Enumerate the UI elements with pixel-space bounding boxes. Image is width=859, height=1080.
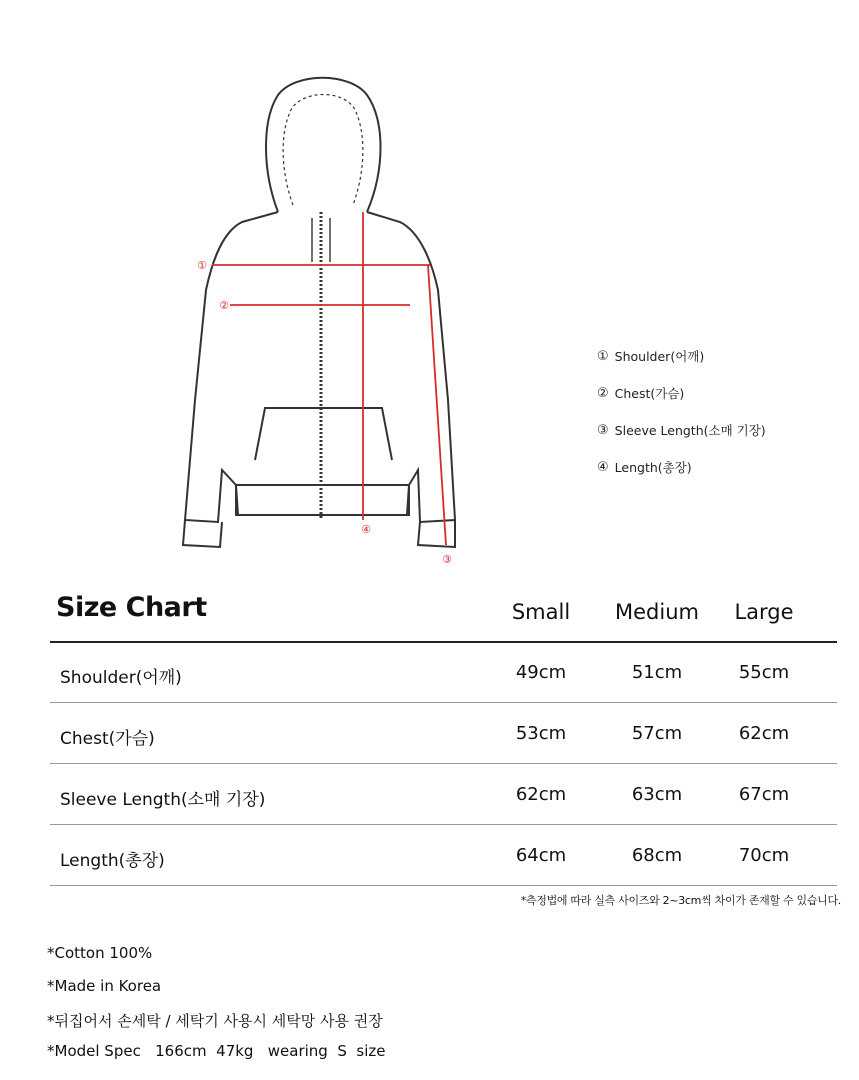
column-header-large: Large bbox=[734, 600, 794, 624]
size-chart-title: Size Chart bbox=[56, 592, 207, 623]
row-label-length: Length(총장) bbox=[60, 851, 165, 871]
legend-item: ① Shoulder(어깨) bbox=[597, 349, 705, 364]
row-label-chest: Chest(가슴) bbox=[60, 729, 155, 749]
spec-material: *Cotton 100% bbox=[47, 944, 153, 962]
body-outline bbox=[185, 212, 455, 522]
row-divider bbox=[50, 824, 837, 825]
cell-shoulder-small: 49cm bbox=[515, 662, 567, 683]
table-bottom-rule bbox=[50, 885, 837, 886]
measurement-note: *측정법에 따라 실측 사이즈와 2~3cm씩 차이가 존재할 수 있습니다. bbox=[520, 894, 841, 907]
spec-origin: *Made in Korea bbox=[47, 977, 162, 995]
marker-4: ④ bbox=[361, 523, 371, 536]
right-cuff bbox=[418, 520, 455, 547]
cell-chest-small: 53cm bbox=[515, 723, 567, 744]
marker-2: ② bbox=[219, 299, 229, 312]
row-label-sleeve: Sleeve Length(소매 기장) bbox=[60, 790, 266, 810]
cell-sleeve-large: 67cm bbox=[738, 784, 790, 805]
sleeve-line bbox=[428, 265, 446, 545]
column-header-small: Small bbox=[511, 600, 571, 624]
legend-item: ④ Length(총장) bbox=[597, 460, 692, 475]
measurement-legend bbox=[597, 348, 766, 496]
marker-3: ③ bbox=[442, 553, 452, 566]
marker-1: ① bbox=[197, 259, 207, 272]
row-divider bbox=[50, 763, 837, 764]
kangaroo-pocket bbox=[255, 408, 392, 460]
cell-shoulder-large: 55cm bbox=[738, 662, 790, 683]
hood-inner bbox=[283, 95, 363, 206]
legend-item: ③ Sleeve Length(소매 기장) bbox=[597, 423, 766, 438]
cell-sleeve-small: 62cm bbox=[515, 784, 567, 805]
table-header-rule bbox=[50, 641, 837, 643]
cell-chest-medium: 57cm bbox=[631, 723, 683, 744]
cell-chest-large: 62cm bbox=[738, 723, 790, 744]
spec-model: *Model Spec 166cm 47kg wearing S size bbox=[47, 1042, 386, 1060]
legend-item: ② Chest(가슴) bbox=[597, 386, 685, 401]
left-cuff bbox=[183, 520, 222, 547]
row-label-shoulder: Shoulder(어깨) bbox=[60, 668, 182, 688]
row-divider bbox=[50, 702, 837, 703]
cell-shoulder-medium: 51cm bbox=[631, 662, 683, 683]
column-header-medium: Medium bbox=[615, 600, 699, 624]
cell-length-small: 64cm bbox=[515, 845, 567, 866]
cell-length-large: 70cm bbox=[738, 845, 790, 866]
cell-sleeve-medium: 63cm bbox=[631, 784, 683, 805]
cell-length-medium: 68cm bbox=[631, 845, 683, 866]
spec-care: *뒤집어서 손세탁 / 세탁기 사용시 세탁망 사용 권장 bbox=[47, 1012, 383, 1030]
